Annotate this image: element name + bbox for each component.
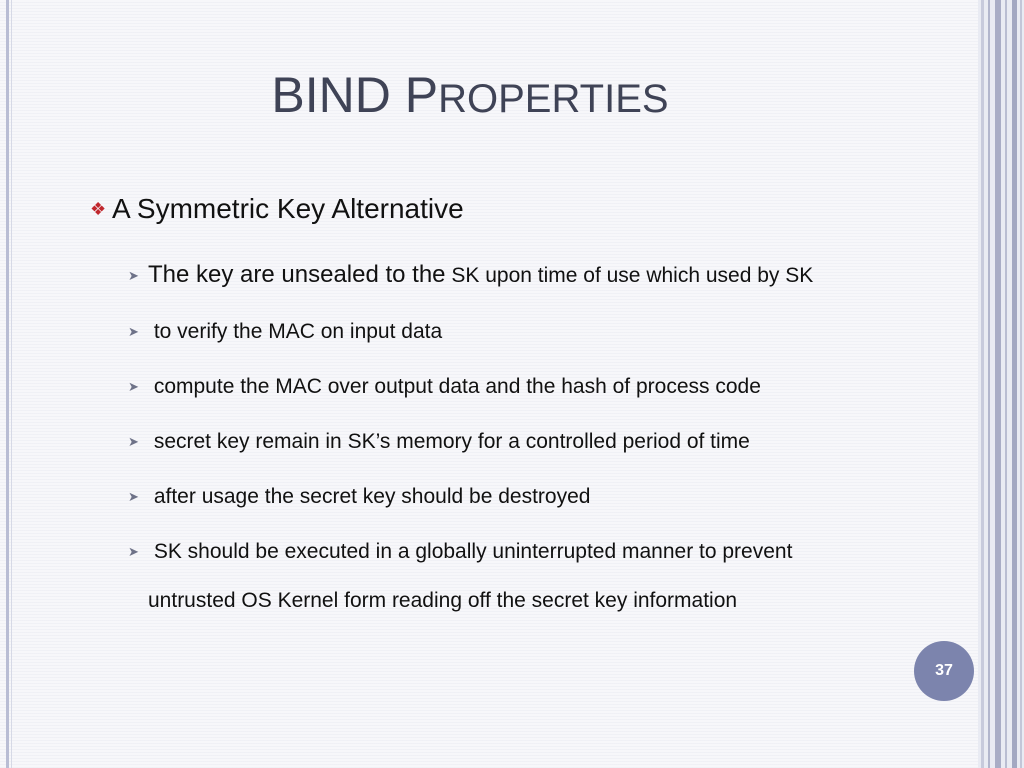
diamond-bullet-icon: ❖: [90, 199, 107, 219]
arrow-bullet-icon: ➤: [128, 324, 139, 339]
bullet-item: [128, 430, 750, 454]
arrow-bullet-icon: ➤: [128, 434, 139, 449]
stripe: [981, 0, 984, 768]
slide-title: [0, 66, 940, 124]
bullet-text: SK upon time of use which used by SK: [445, 264, 814, 287]
stripe: [988, 0, 990, 768]
bullet-text: A Symmetric Key Alternative: [112, 193, 464, 224]
right-decorative-stripes: [978, 0, 1024, 768]
title-smallcaps: ROPERTIES: [438, 77, 669, 121]
title-prefix: BIND P: [271, 67, 439, 123]
bullet-text: after usage the secret key should be destroyed: [148, 485, 591, 508]
bullet-level1: [90, 193, 464, 225]
bullet-text: secret key remain in SK’s memory for a controlled period of time: [148, 430, 750, 453]
stripe: [1005, 0, 1007, 768]
bullet-item: [128, 485, 590, 509]
stripe: [1020, 0, 1022, 768]
bullet-text: to verify the MAC on input data: [148, 320, 443, 343]
stripe: [1012, 0, 1017, 768]
bullet-item: [128, 320, 442, 344]
page-number-badge: 37: [914, 641, 974, 701]
arrow-bullet-icon: ➤: [128, 489, 139, 504]
arrow-bullet-icon: ➤: [128, 268, 139, 283]
bullet-item: [128, 375, 761, 399]
bullet-item: [128, 540, 792, 564]
bullet-continuation: untrusted OS Kernel form reading off the secret key information: [148, 589, 738, 612]
bullet-text: SK should be executed in a globally uninterrupted manner to prevent: [148, 540, 793, 563]
arrow-bullet-icon: ➤: [128, 544, 139, 559]
bullet-item: [128, 261, 813, 289]
stripe: [995, 0, 1001, 768]
bullet-text: compute the MAC over output data and the hash of process code: [148, 375, 761, 398]
bullet-text-large: The key are unsealed to the: [148, 261, 446, 288]
arrow-bullet-icon: ➤: [128, 379, 139, 394]
